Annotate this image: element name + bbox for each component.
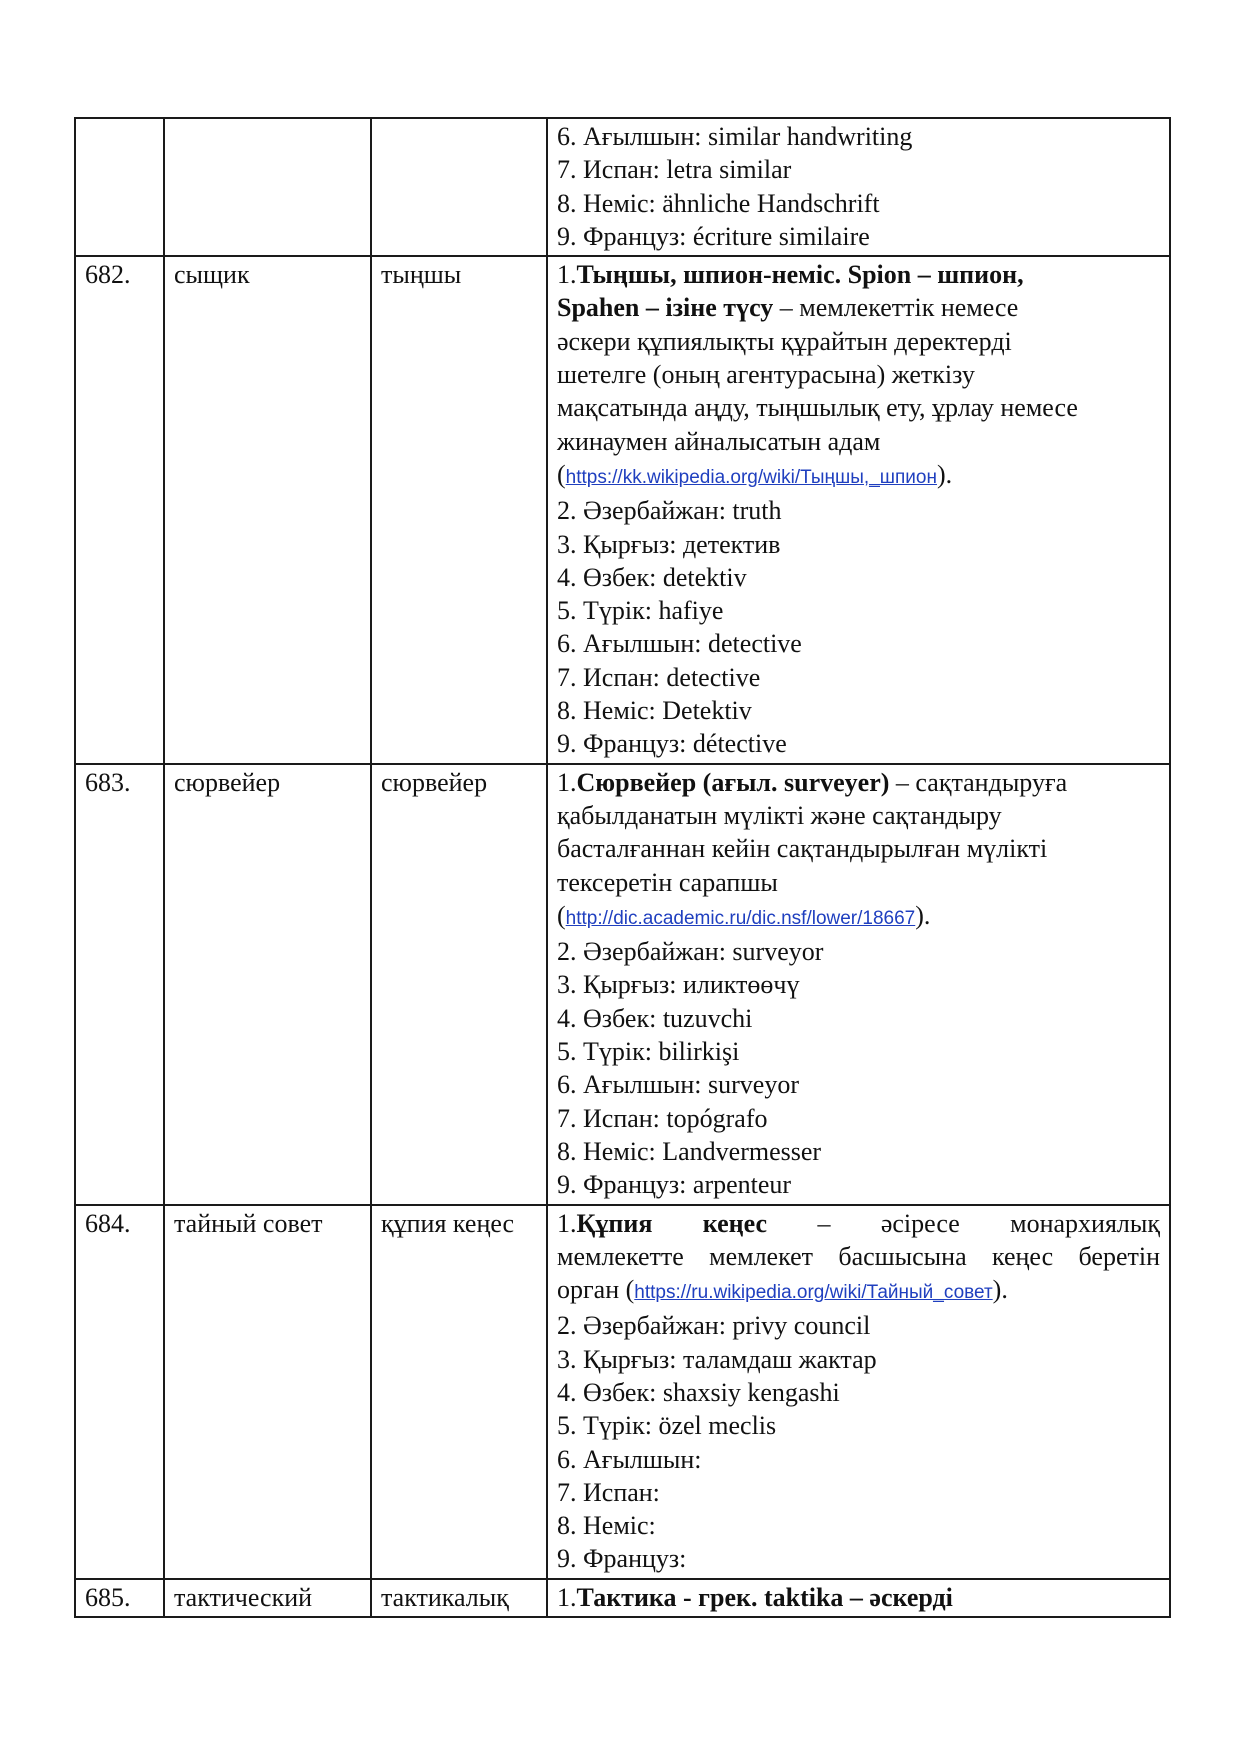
- definition-term: Тактика - грек. taktika – әскерді: [576, 1582, 953, 1612]
- definition-text: – мемлекеттік немесе: [773, 293, 1019, 323]
- definition-line: [557, 1581, 1160, 1614]
- definition-suffix: ).: [936, 459, 953, 489]
- dictionary-table: [74, 117, 1171, 1618]
- entry-number: 685.: [75, 1579, 164, 1617]
- table-row: [75, 118, 1170, 256]
- translation-line: 5. Түрік: hafiye: [557, 596, 724, 626]
- translation-line: 8. Неміс:: [557, 1511, 656, 1541]
- kazakh-term: құпия кеңес: [371, 1205, 547, 1579]
- entry-number: [75, 118, 164, 256]
- definition-cell: [547, 1205, 1170, 1579]
- kazakh-term: сюрвейер: [371, 764, 547, 1205]
- translation-line: 2. Әзербайжан: truth: [557, 496, 782, 526]
- translation-line: 8. Неміс: Landvermesser: [557, 1136, 822, 1166]
- definition-line: [557, 1207, 1160, 1240]
- translation-line: 6. Ағылшын: similar handwriting: [557, 122, 913, 151]
- translation-line: 3. Қырғыз: иликтөөчү: [557, 970, 800, 1000]
- table-row: [75, 1205, 1170, 1579]
- definition-line: [557, 832, 1160, 865]
- entry-number: 683.: [75, 764, 164, 1205]
- translation-line: 3. Қырғыз: таламдаш жактар: [557, 1344, 877, 1374]
- definition-line: [557, 391, 1160, 424]
- definition-text: тексеретін сарапшы: [557, 867, 778, 897]
- translation-line: 6. Ағылшын:: [557, 1444, 702, 1474]
- definition-text: әскери құпиялықты құрайтын деректерді: [557, 326, 1012, 356]
- translation-line: 9. Француз: détective: [557, 729, 787, 759]
- entry-number: 682.: [75, 256, 164, 763]
- definition-prefix: 1.: [557, 260, 577, 290]
- definition-suffix: ).: [915, 900, 931, 930]
- translation-line: 7. Испан: detective: [557, 662, 761, 692]
- translation-line: 4. Өзбек: shaxsiy kengashi: [557, 1377, 840, 1407]
- table-row: [75, 764, 1170, 1205]
- definition-prefix: (: [557, 900, 566, 930]
- definition-line: [557, 258, 1160, 291]
- russian-term: тайный совет: [164, 1205, 371, 1579]
- definition-suffix: ).: [992, 1275, 1008, 1305]
- definition-line: [557, 358, 1160, 391]
- table-row: [75, 1579, 1170, 1617]
- kazakh-term: [371, 118, 547, 256]
- definition-line: [557, 866, 1160, 899]
- source-link[interactable]: https://ru.wikipedia.org/wiki/Тайный_совет: [634, 1282, 993, 1304]
- translation-line: 2. Әзербайжан: privy council: [557, 1311, 871, 1341]
- translation-line: 7. Испан:: [557, 1477, 660, 1507]
- russian-term: сюрвейер: [164, 764, 371, 1205]
- definition-text: мақсатында аңду, тыңшылық ету, ұрлау немесе: [557, 393, 1078, 423]
- definition-text: – әсіресе монархиялық: [767, 1208, 1160, 1238]
- definition-line: [557, 458, 1160, 494]
- translation-line: 4. Өзбек: tuzuvchi: [557, 1003, 753, 1033]
- translation-line: 4. Өзбек: detektiv: [557, 562, 747, 592]
- kazakh-term: тактикалық: [371, 1579, 547, 1617]
- translation-line: 3. Қырғыз: детектив: [557, 529, 781, 559]
- definition-line: [557, 1240, 1160, 1273]
- russian-term: тактический: [164, 1579, 371, 1617]
- table-row: [75, 256, 1170, 763]
- table-body: [75, 118, 1170, 1617]
- translation-line: 7. Испан: letra similar: [557, 155, 792, 185]
- translation-line: 6. Ағылшын: surveyor: [557, 1070, 799, 1100]
- definition-prefix: орган (: [557, 1275, 635, 1305]
- definition-cell: [547, 764, 1170, 1205]
- definition-prefix: 1.: [557, 1582, 577, 1612]
- translation-line: 9. Француз: écriture similaire: [557, 221, 870, 251]
- definition-line: [557, 291, 1160, 324]
- translation-line: 9. Француз: arpenteur: [557, 1170, 792, 1200]
- source-link[interactable]: http://dic.academic.ru/dic.nsf/lower/18667: [565, 907, 916, 929]
- definition-line: [557, 899, 1160, 935]
- definition-term: Сюрвейер (ағыл. surveyer): [576, 767, 890, 797]
- definition-text: шетелге (оның агентурасына) жеткізу: [557, 360, 975, 390]
- definition-line: [557, 766, 1160, 799]
- definition-text: – сақтандыруға: [889, 767, 1068, 797]
- definition-line: [557, 799, 1160, 832]
- definition-term: Тыңшы, шпион-неміс. Spion – шпион,: [576, 260, 1024, 290]
- definition-cell: [547, 1579, 1170, 1617]
- russian-term: сыщик: [164, 256, 371, 763]
- definition-text: басталғаннан кейін сақтандырылған мүлікті: [557, 834, 1048, 864]
- kazakh-term: тыңшы: [371, 256, 547, 763]
- translation-line: 8. Неміс: ähnliche Handschrift: [557, 188, 880, 218]
- translation-line: 2. Әзербайжан: surveyor: [557, 937, 824, 967]
- definition-text: жинаумен айналысатын адам: [557, 426, 881, 456]
- source-link[interactable]: https://kk.wikipedia.org/wiki/Тыңшы,_шпион: [565, 466, 937, 488]
- translation-line: 5. Түрік: özel meclis: [557, 1411, 777, 1441]
- definition-line: [557, 325, 1160, 358]
- translation-line: 7. Испан: topógrafo: [557, 1103, 768, 1133]
- definition-prefix: (: [557, 459, 566, 489]
- definition-text: қабылданатын мүлікті және сақтандыру: [557, 800, 1002, 830]
- russian-term: [164, 118, 371, 256]
- definition-cell: [547, 256, 1170, 763]
- entry-number: 684.: [75, 1205, 164, 1579]
- translation-line: 9. Француз:: [557, 1544, 687, 1574]
- translation-line: 6. Ағылшын: detective: [557, 629, 802, 659]
- definition-line: [557, 1273, 1160, 1309]
- definition-text: мемлекетте мемлекет басшысына кеңес беретін: [557, 1241, 1160, 1271]
- definition-prefix: 1.: [557, 767, 577, 797]
- translation-line: 5. Түрік: bilirkişi: [557, 1037, 740, 1067]
- definition-cell: [547, 118, 1170, 256]
- definition-term: Құпия кеңес: [576, 1208, 768, 1238]
- definition-term: Spahen – ізіне түсу: [557, 293, 774, 323]
- definition-line: [557, 425, 1160, 458]
- definition-prefix: 1.: [557, 1208, 577, 1238]
- translation-line: 8. Неміс: Detektiv: [557, 696, 752, 726]
